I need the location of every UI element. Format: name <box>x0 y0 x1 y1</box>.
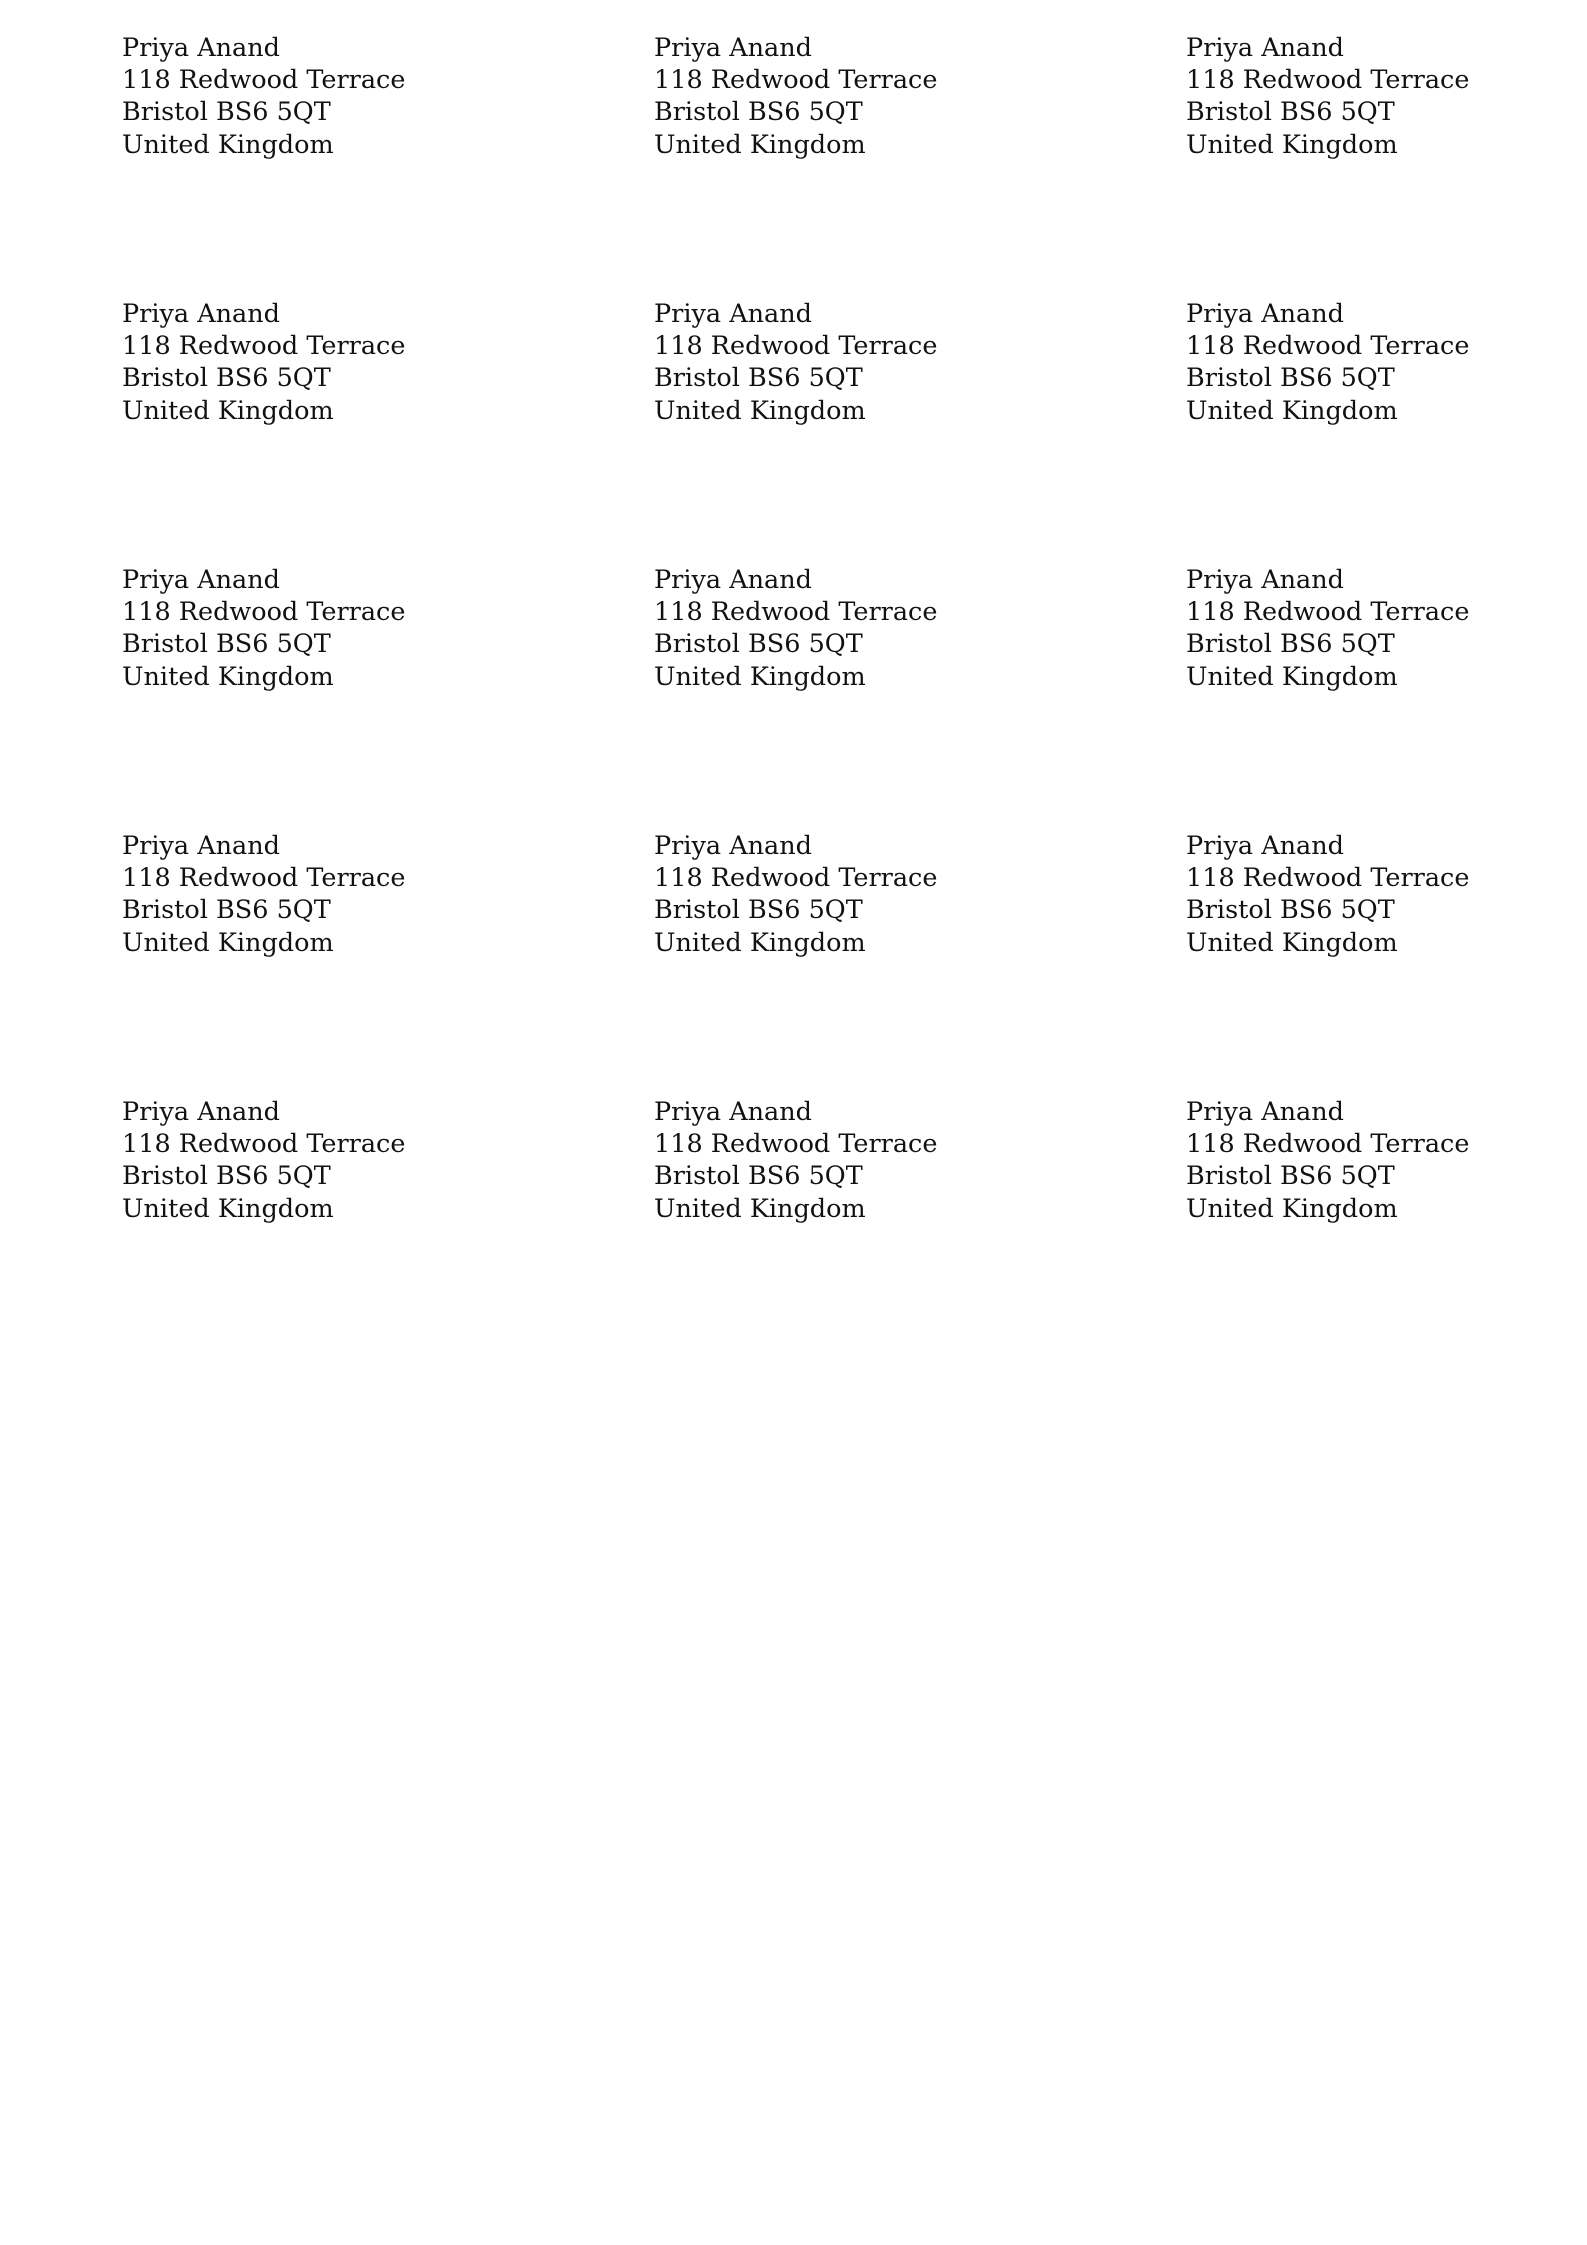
recipient-name: Priya Anand <box>122 831 281 861</box>
country: United Kingdom <box>1186 661 1398 692</box>
country: United Kingdom <box>122 129 334 160</box>
street-address: 118 Redwood Terrace <box>122 65 406 96</box>
street-address: 118 Redwood Terrace <box>654 863 938 894</box>
city-postcode: Bristol BS6 5QT <box>1186 1161 1395 1192</box>
address-label <box>122 298 654 564</box>
label-grid <box>122 32 1587 1362</box>
address-label <box>1186 32 1587 298</box>
address-label <box>122 564 654 830</box>
country: United Kingdom <box>122 1193 334 1224</box>
street-address: 118 Redwood Terrace <box>1186 863 1470 894</box>
country: United Kingdom <box>654 661 866 692</box>
city-postcode: Bristol BS6 5QT <box>122 363 331 394</box>
recipient-name: Priya Anand <box>122 33 281 63</box>
country: United Kingdom <box>1186 1193 1398 1224</box>
city-postcode: Bristol BS6 5QT <box>122 97 331 128</box>
country: United Kingdom <box>1186 129 1398 160</box>
street-address: 118 Redwood Terrace <box>654 597 938 628</box>
recipient-name: Priya Anand <box>122 1097 281 1127</box>
country: United Kingdom <box>122 661 334 692</box>
address-label <box>1186 298 1587 564</box>
city-postcode: Bristol BS6 5QT <box>1186 895 1395 926</box>
address-label <box>654 830 1186 1096</box>
city-postcode: Bristol BS6 5QT <box>122 1161 331 1192</box>
country: United Kingdom <box>122 927 334 958</box>
street-address: 118 Redwood Terrace <box>654 331 938 362</box>
recipient-name: Priya Anand <box>654 565 813 595</box>
country: United Kingdom <box>122 395 334 426</box>
street-address: 118 Redwood Terrace <box>654 65 938 96</box>
country: United Kingdom <box>1186 927 1398 958</box>
country: United Kingdom <box>654 927 866 958</box>
recipient-name: Priya Anand <box>654 33 813 63</box>
address-label <box>1186 1096 1587 1362</box>
street-address: 118 Redwood Terrace <box>1186 597 1470 628</box>
street-address: 118 Redwood Terrace <box>654 1129 938 1160</box>
street-address: 118 Redwood Terrace <box>122 331 406 362</box>
recipient-name: Priya Anand <box>122 565 281 595</box>
address-label <box>122 1096 654 1362</box>
address-label <box>1186 564 1587 830</box>
city-postcode: Bristol BS6 5QT <box>122 629 331 660</box>
address-label <box>654 298 1186 564</box>
recipient-name: Priya Anand <box>654 1097 813 1127</box>
address-label <box>1186 830 1587 1096</box>
recipient-name: Priya Anand <box>1186 831 1345 861</box>
city-postcode: Bristol BS6 5QT <box>654 1161 863 1192</box>
city-postcode: Bristol BS6 5QT <box>654 97 863 128</box>
address-label <box>654 32 1186 298</box>
recipient-name: Priya Anand <box>122 299 281 329</box>
city-postcode: Bristol BS6 5QT <box>1186 629 1395 660</box>
address-label <box>654 1096 1186 1362</box>
street-address: 118 Redwood Terrace <box>1186 1129 1470 1160</box>
country: United Kingdom <box>654 395 866 426</box>
street-address: 118 Redwood Terrace <box>122 1129 406 1160</box>
city-postcode: Bristol BS6 5QT <box>654 363 863 394</box>
street-address: 118 Redwood Terrace <box>1186 65 1470 96</box>
street-address: 118 Redwood Terrace <box>1186 331 1470 362</box>
address-label <box>122 830 654 1096</box>
city-postcode: Bristol BS6 5QT <box>1186 363 1395 394</box>
recipient-name: Priya Anand <box>1186 33 1345 63</box>
country: United Kingdom <box>1186 395 1398 426</box>
street-address: 118 Redwood Terrace <box>122 863 406 894</box>
city-postcode: Bristol BS6 5QT <box>654 629 863 660</box>
country: United Kingdom <box>654 129 866 160</box>
city-postcode: Bristol BS6 5QT <box>1186 97 1395 128</box>
country: United Kingdom <box>654 1193 866 1224</box>
city-postcode: Bristol BS6 5QT <box>654 895 863 926</box>
city-postcode: Bristol BS6 5QT <box>122 895 331 926</box>
address-label <box>122 32 654 298</box>
recipient-name: Priya Anand <box>654 831 813 861</box>
address-label <box>654 564 1186 830</box>
recipient-name: Priya Anand <box>654 299 813 329</box>
street-address: 118 Redwood Terrace <box>122 597 406 628</box>
recipient-name: Priya Anand <box>1186 1097 1345 1127</box>
recipient-name: Priya Anand <box>1186 565 1345 595</box>
recipient-name: Priya Anand <box>1186 299 1345 329</box>
